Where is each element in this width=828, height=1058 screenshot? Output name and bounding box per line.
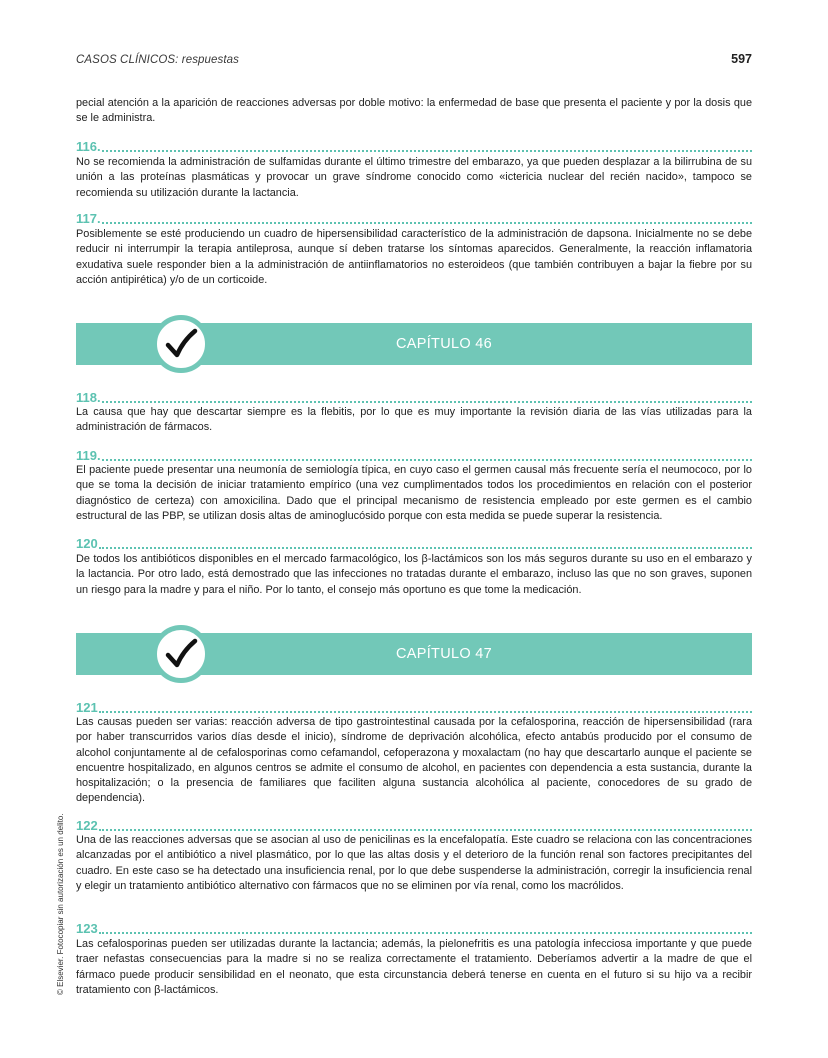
running-head [76, 52, 752, 66]
question-number: 120 [76, 536, 98, 551]
question-heading-120 [76, 535, 752, 551]
section-title-rest: respuestas [178, 54, 240, 66]
answer-text-120: De todos los antibióticos disponibles en el mercado farmacológico, los β-lactámicos son los más seguros durante su uso en el embarazo y la lactancia. Por otro lado, está demostrado que las infecciones no tratadas durante el embarazo, incluso las que no son graves, suponen un riesgo para la madre y para el niño. Por lo tanto, el consejo más oportuno es que tome la medicación. [76, 553, 752, 596]
answer-text-119: El paciente puede presentar una neumonía de semiología típica, en cuyo caso el germen causal más frecuente sería el neumococo, por lo que se toma la decisión de iniciar tratamiento empírico (una vez cumplimentados todos los procedimientos en relación con el posterior diagnóstico de certeza) con amoxicilina. Dado que el principal mecanismo de resistencia empleado por este germen es el cambio estructural de las PBP, se utilizan dosis altas de aminoglucósido porque con esta medida se puede superar la resistencia. [76, 464, 752, 522]
checkmark-icon [152, 625, 210, 683]
question-heading-122 [76, 817, 752, 833]
copyright-note: © Elsevier. Fotocopiar sin autorización es un delito. [56, 813, 65, 995]
question-number: 116. [76, 139, 101, 154]
dotted-leader [102, 222, 752, 224]
dotted-leader [99, 932, 752, 934]
answer-text-117: Posiblemente se esté produciendo un cuadro de hipersensibilidad característico de la administración de dapsona. Inicialmente no se debe reducir ni interrumpir la terapia antileprosa, aunque sí deben tratarse los síntomas aparecidos. Generalmente, la reacción inflamatoria exudativa suele responder bien a la administración de antiinflamatorios no esteroideos (que también contribuyen a bajar la fiebre por su acción antipirética) y/o de un corticoide. [76, 228, 752, 286]
question-heading-121 [76, 699, 752, 715]
question-number: 122 [76, 818, 98, 833]
question-number: 118. [76, 390, 101, 405]
answer-text-123: Las cefalosporinas pueden ser utilizadas durante la lactancia; además, la pielonefritis es una patología infecciosa importante y que puede traer nefastas consecuencias para la madre si no se realiza correctamente el tratamiento. Deberíamos advertir a la madre de que el fármaco puede producir sensibilidad en el neonato, que esta circunstancia deberá tenerse en cuenta en el futuro si su hijo va a recibir tratamiento con β-lactámicos. [76, 938, 752, 996]
checkmark-icon [152, 315, 210, 373]
question-heading-117 [76, 210, 752, 226]
intro-paragraph: pecial atención a la aparición de reacciones adversas por doble motivo: la enfermedad de base que presenta el paciente y por la dosis que se le administra. [76, 97, 752, 125]
section-title [76, 54, 239, 66]
question-heading-118 [76, 389, 752, 405]
question-number: 117. [76, 211, 101, 226]
answer-text-121: Las causas pueden ser varias: reacción adversa de tipo gastrointestinal causada por la cefalosporina, reacción de hipersensibilidad (rara por haber transcurridos varios días desde el inicio), síndrome de deprivación alcohólica, efecto antabús producido por el consumo de alcohol conjuntamente al de cefalosporinas como cefamandol, cefoperazona y moxalactam (no hay que descartarlo aunque el paciente se encuentre hospitalizado, en algunos centros se admite el consumo de alcohol, en pacientes con dependencia a esta sustancia, durante la hospitalización; o la presencia de familiares que faciliten alguna sustancia alcohólica al paciente, conocedores de su grado de dependencia). [76, 716, 752, 805]
page-number: 597 [731, 52, 752, 66]
section-title-caps: CASOS CLÍNICOS: [76, 54, 179, 66]
dotted-leader [102, 401, 752, 403]
chapter-title: CAPÍTULO 46 [396, 336, 492, 352]
question-number: 123 [76, 921, 98, 936]
dotted-leader [102, 459, 752, 461]
dotted-leader [99, 547, 752, 549]
dotted-leader [99, 711, 752, 713]
answer-text-116: No se recomienda la administración de sulfamidas durante el último trimestre del embarazo, ya que pueden desplazar a la bilirrubina de su unión a las proteínas plasmáticas y provocar un grave síndrome conocido como «ictericia nuclear del recién nacido», tampoco se recomienda su utilización durante la lactancia. [76, 156, 752, 199]
answer-text-118: La causa que hay que descartar siempre es la flebitis, por lo que es muy importante la revisión diaria de las vías utilizadas para la administración de fármacos. [76, 406, 752, 434]
dotted-leader [102, 150, 752, 152]
question-heading-119 [76, 447, 752, 463]
question-number: 119. [76, 448, 101, 463]
chapter-title: CAPÍTULO 47 [396, 646, 492, 662]
question-heading-116 [76, 138, 752, 154]
question-heading-123 [76, 920, 752, 936]
question-number: 121 [76, 700, 98, 715]
dotted-leader [99, 829, 752, 831]
answer-text-122: Una de las reacciones adversas que se asocian al uso de penicilinas es la encefalopatía. Este cuadro se relaciona con las concentraciones alcanzadas por el antibiótico a nivel plasmático, por lo que las altas dosis y el deterioro de la función renal son factores precipitantes del cuadro. En este caso se ha detectado una insuficiencia renal, por lo que debe suspenderse la administración, corregir la insuficiencia renal y elegir un tratamiento antibiótico alternativo con fármacos que no se eliminen por vía renal, como los macrólidos. [76, 834, 752, 892]
